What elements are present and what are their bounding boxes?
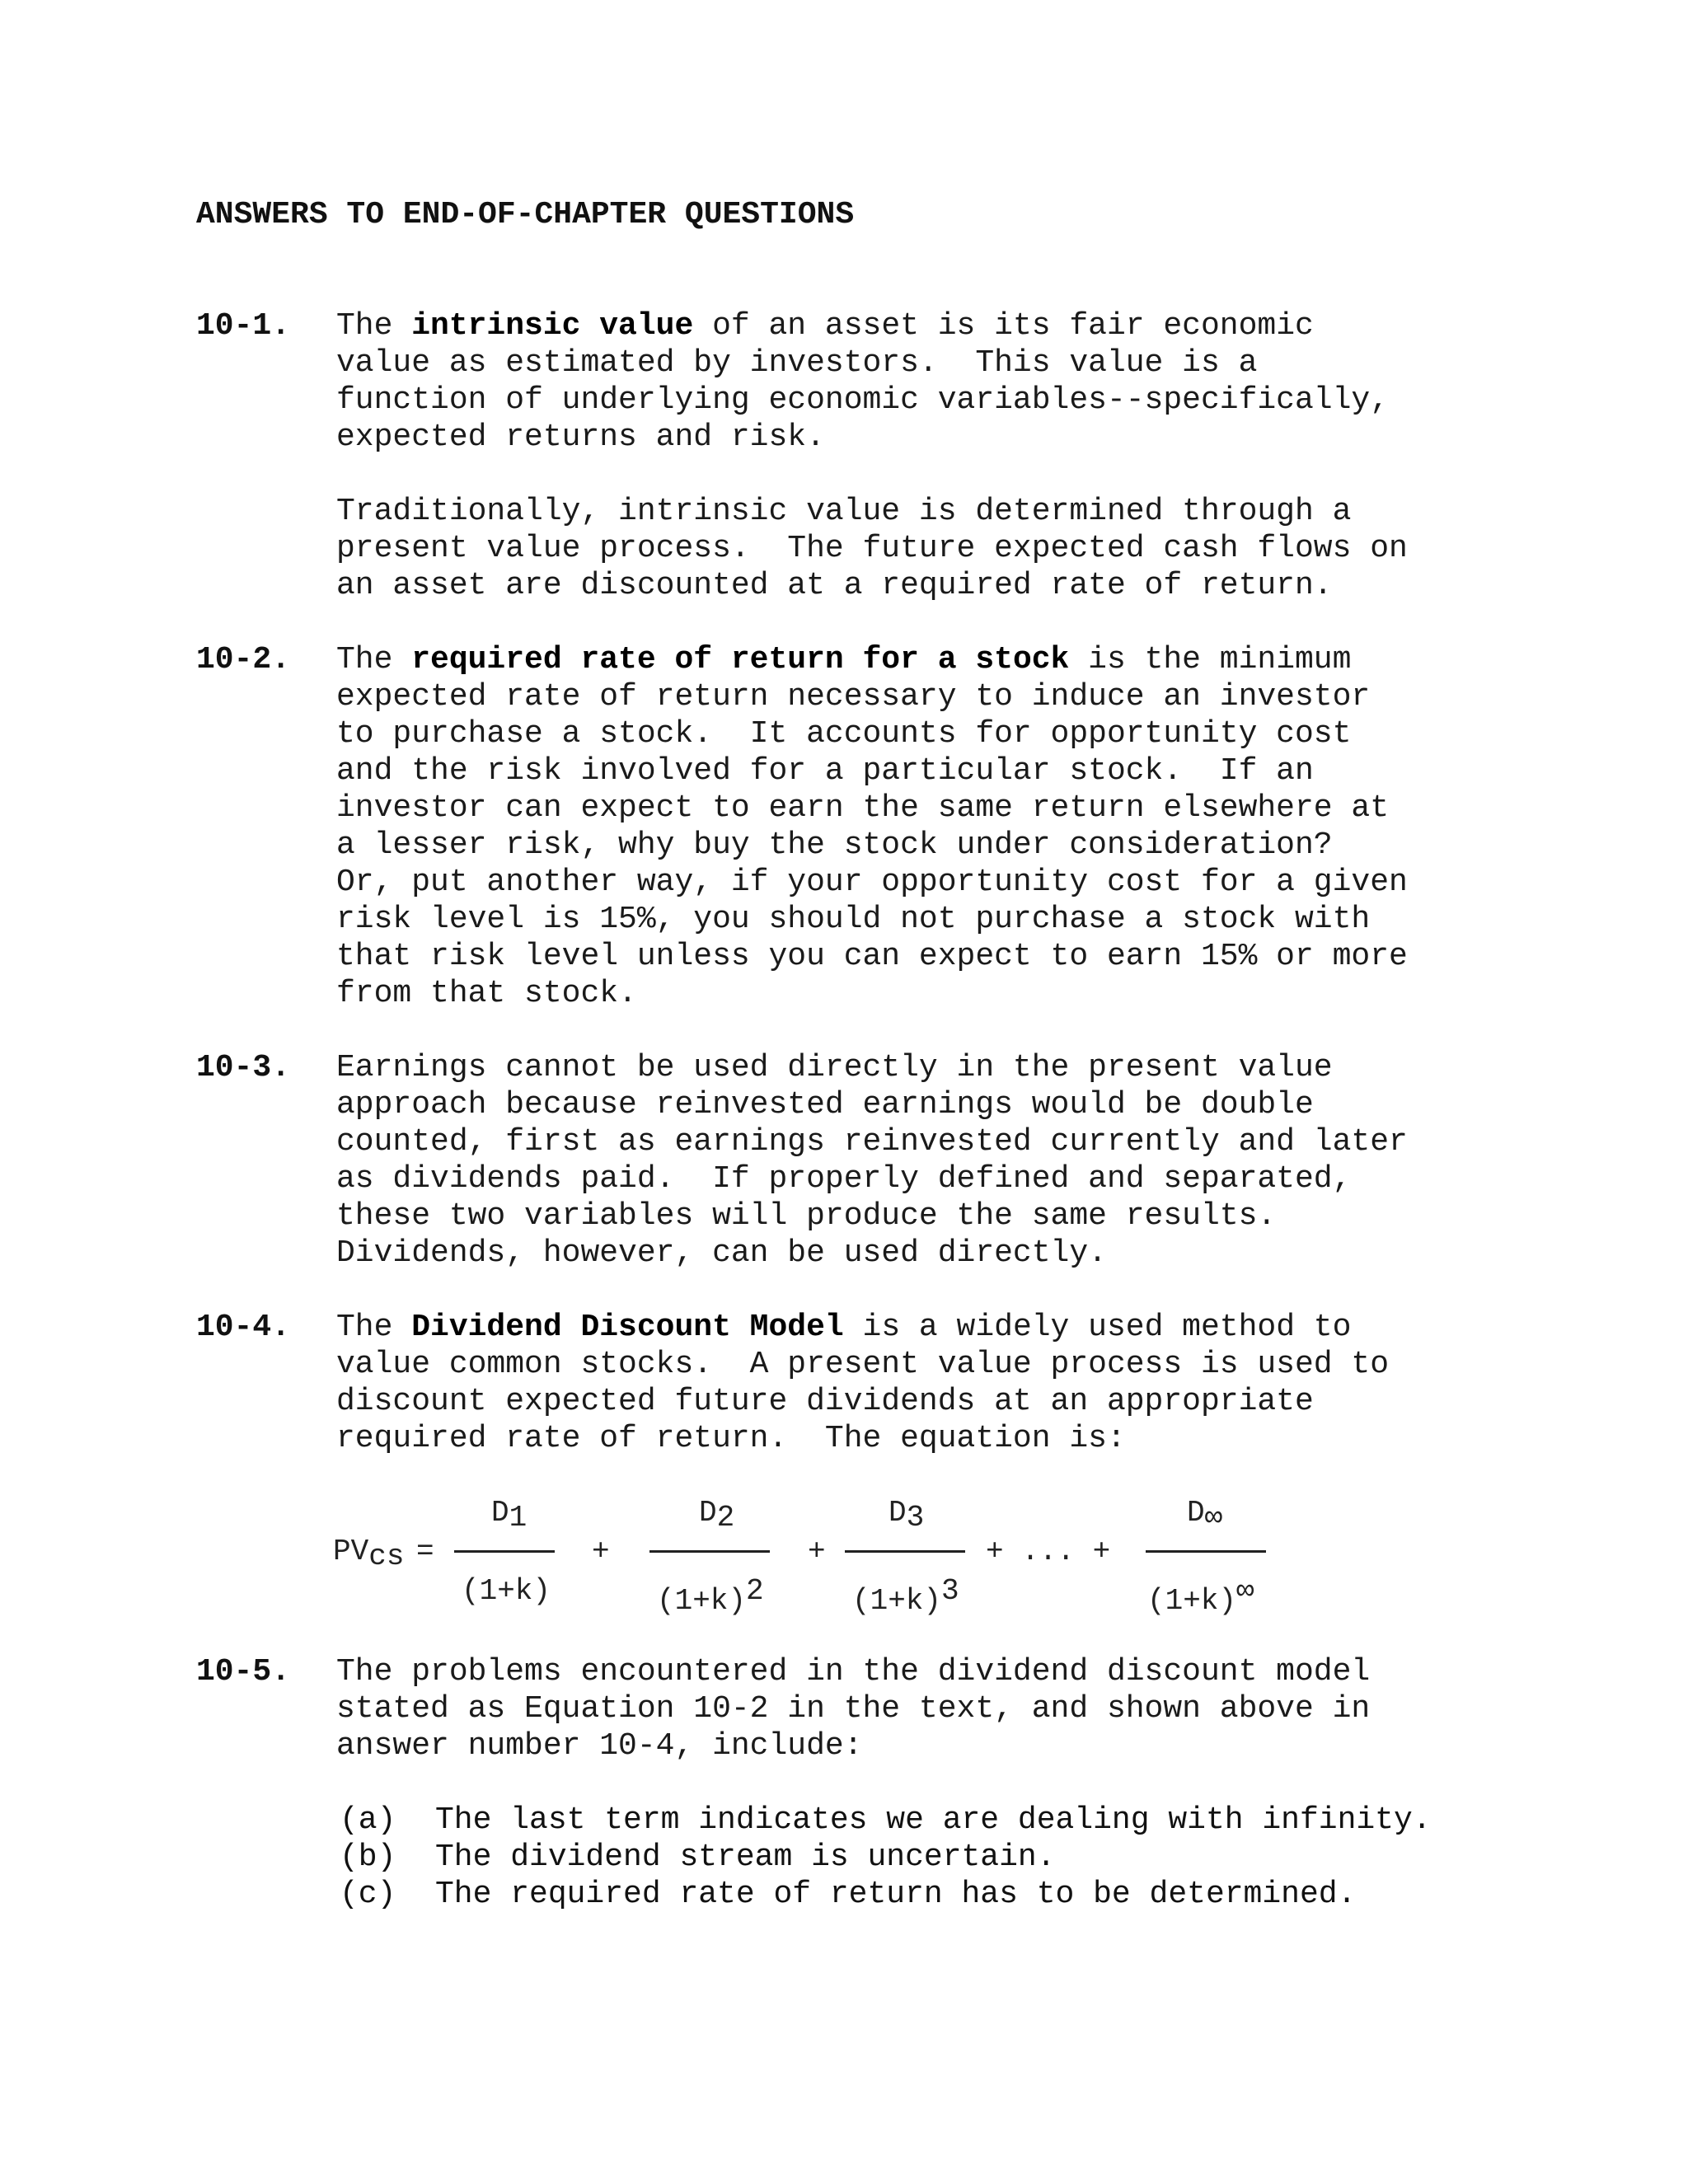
answer-10-1-para2-line-2: present value process. The future expected cash flows on — [336, 531, 1408, 566]
answer-10-1-para2-line-3: an asset are discounted at a required rate of return. — [336, 568, 1333, 603]
list-item-text: The dividend stream is uncertain. — [435, 1840, 1056, 1875]
answer-10-2-line-8: risk level is 15%, you should not purchase a stock with — [336, 902, 1371, 937]
question-number-10-5: 10-5. — [196, 1654, 291, 1690]
equation-denominator-3: (1+k)3 — [852, 1574, 959, 1618]
answer-10-4-line-1: The Dividend Discount Model is a widely used method to — [336, 1310, 1352, 1345]
answer-10-4-line-2: value common stocks. A present value process is used to — [336, 1347, 1390, 1382]
answer-10-2-line-9: that risk level unless you can expect to earn 15% or more — [336, 939, 1408, 974]
term-required-rate: required rate of return for a stock — [411, 642, 1070, 677]
answer-10-2-line-4: and the risk involved for a particular stock. If an — [336, 753, 1314, 789]
term-dividend-discount-model: Dividend Discount Model — [411, 1310, 844, 1345]
answer-10-5-line-2: stated as Equation 10-2 in the text, and shown above in — [336, 1691, 1371, 1727]
fraction-bar-infinity — [1146, 1550, 1266, 1553]
list-item-text: The required rate of return has to be determined. — [435, 1877, 1357, 1912]
page-heading: ANSWERS TO END-OF-CHAPTER QUESTIONS — [196, 197, 855, 232]
answer-10-2-line-5: investor can expect to earn the same return elsewhere at — [336, 790, 1390, 826]
list-item-label: (b) — [340, 1840, 396, 1875]
answer-10-2-line-7: Or, put another way, if your opportunity cost for a given — [336, 865, 1408, 900]
answer-10-1-line-2: value as estimated by investors. This value is a — [336, 345, 1258, 381]
equation-numerator-2: D2 — [699, 1496, 735, 1535]
answer-10-1-line-3: function of underlying economic variables--specifically, — [336, 382, 1390, 418]
answer-10-1-line-1: The intrinsic value of an asset is its fair economic — [336, 308, 1314, 344]
answer-10-4-line-3: discount expected future dividends at an appropriate — [336, 1384, 1314, 1419]
question-number-10-4: 10-4. — [196, 1310, 291, 1345]
equation-numerator-3: D3 — [889, 1496, 925, 1535]
term-intrinsic-value: intrinsic value — [411, 308, 694, 344]
list-item-text: The last term indicates we are dealing with infinity. — [435, 1802, 1432, 1838]
answer-10-1-para2-line-1: Traditionally, intrinsic value is determined through a — [336, 494, 1352, 529]
answer-10-3-line-1: Earnings cannot be used directly in the present value — [336, 1050, 1333, 1085]
equation-ellipsis: + ... + — [986, 1535, 1111, 1568]
list-item-label: (c) — [340, 1877, 396, 1912]
answer-10-5-line-1: The problems encountered in the dividend discount model — [336, 1654, 1371, 1690]
answer-10-3-line-5: these two variables will produce the same results. — [336, 1198, 1277, 1234]
answer-10-4-line-4: required rate of return. The equation is: — [336, 1421, 1126, 1456]
list-item-label: (a) — [340, 1802, 396, 1838]
answer-10-3-line-6: Dividends, however, can be used directly. — [336, 1235, 1107, 1271]
fraction-bar-1 — [454, 1550, 555, 1553]
answer-10-5-line-3: answer number 10-4, include: — [336, 1728, 863, 1764]
equation-numerator-1: D1 — [491, 1496, 528, 1535]
equation-plus-2: + — [808, 1535, 826, 1568]
equation-lhs: PVcs — [333, 1535, 405, 1573]
answer-10-3-line-3: counted, first as earnings reinvested currently and later — [336, 1124, 1408, 1160]
question-number-10-3: 10-3. — [196, 1050, 291, 1085]
answer-10-2-line-3: to purchase a stock. It accounts for opportunity cost — [336, 716, 1352, 752]
question-number-10-1: 10-1. — [196, 308, 291, 344]
answer-10-2-line-1: The required rate of return for a stock is the minimum — [336, 642, 1352, 677]
fraction-bar-3 — [845, 1550, 965, 1553]
answer-10-1-line-4: expected returns and risk. — [336, 419, 825, 455]
equation-numerator-infinity: D∞ — [1187, 1496, 1223, 1535]
answer-10-2-line-6: a lesser risk, why buy the stock under consideration? — [336, 827, 1333, 863]
equation-denominator-1: (1+k) — [462, 1574, 551, 1608]
answer-10-3-line-2: approach because reinvested earnings would be double — [336, 1087, 1314, 1122]
answer-10-2-line-2: expected rate of return necessary to induce an investor — [336, 679, 1371, 715]
fraction-bar-2 — [649, 1550, 770, 1553]
answer-10-3-line-4: as dividends paid. If properly defined and separated, — [336, 1161, 1352, 1197]
question-number-10-2: 10-2. — [196, 642, 291, 677]
equation-denominator-2: (1+k)2 — [657, 1574, 764, 1618]
answer-10-2-line-10: from that stock. — [336, 976, 637, 1011]
equation-equals: = — [416, 1535, 434, 1568]
equation-plus-1: + — [592, 1535, 610, 1568]
equation-denominator-infinity: (1+k)∞ — [1147, 1574, 1254, 1618]
